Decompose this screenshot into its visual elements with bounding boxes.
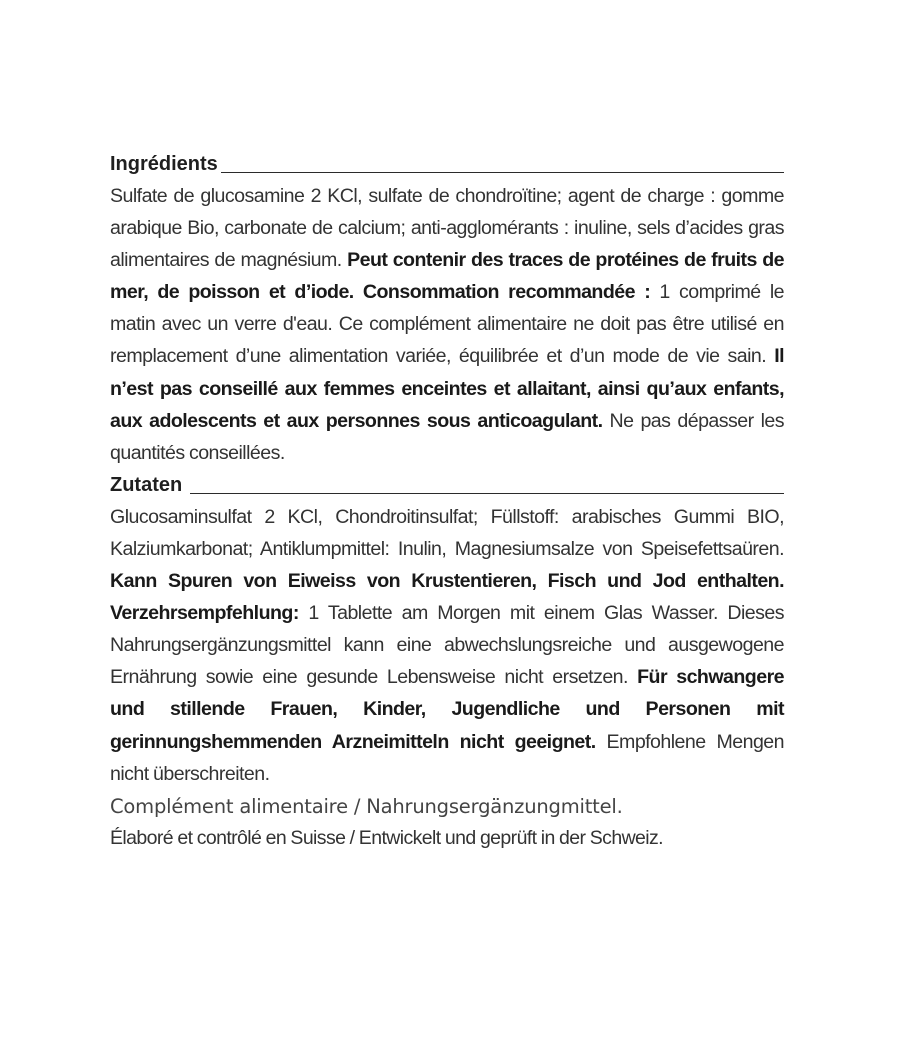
ingredients-heading-de [110,469,784,501]
heading-text: Zutaten [110,473,183,496]
bold-segment: Peut contenir des traces de protéines de fruits de mer, de poisson et d’iode. Consommation recommandée : [110,249,784,304]
text-segment: Empfohlene Mengen nicht überschreiten. [110,730,784,785]
bold-segment: Für schwangere und stillende Frauen, Kinder, Jugendliche und Personen mit gerinnungshemmenden Arzneimitteln nicht geeignet. [110,666,784,753]
ingredients-text-fr [110,180,784,469]
text-segment: 1 comprimé le matin avec un verre d'eau. Ce complément alimentaire ne doit pas être utilisé en remplacement d’une alimentation variée, équilibrée et d’un mode de vie sain. [110,281,784,368]
bold-segment: Il n’est pas conseillé aux femmes enceintes et allaitant, ainsi qu’aux enfants, aux adolescents et aux personnes sous anticoagulant. [110,345,784,432]
product-category: Complément alimentaire / Nahrungsergänzungmittel. [110,794,623,818]
ingredients-text-de [110,501,784,790]
heading-rule [221,172,784,173]
text-segment: Sulfate de glucosamine 2 KCl, sulfate de chondroïtine; agent de charge : gomme arabique Bio, carbonate de calcium; anti-agglomérants : inuline, sels d’acides gras alimentaires de magnésium. [110,185,784,272]
heading-text: Ingrédients [110,153,218,175]
text-segment: 1 Tablette am Morgen mit einem Glas Wasser. Dieses Nahrungsergänzungsmittel kann eine abwechslungsreiche und ausgewogene Ernährung sowie eine gesunde Lebensweise nicht ersetzen. [110,602,784,689]
bold-segment: Kann Spuren von Eiweiss von Krustentieren, Fisch und Jod enthalten. Verzehrsempfehlung: [110,570,784,625]
text-segment: Glucosaminsulfat 2 KCl, Chondroitinsulfat; Füllstoff: arabisches Gummi BIO, Kalziumkarbonat; Antiklumpmittel: Inulin, Magnesiumsalze von Speisefettsaüren. [110,505,784,560]
heading-rule [190,493,784,494]
ingredients-heading-fr [110,148,784,180]
text-segment: Ne pas dépasser les quantités conseillées. [110,409,784,464]
product-label [110,148,784,854]
product-origin: Élaboré et contrôlé en Suisse / Entwickelt und geprüft in der Schweiz. [110,826,663,849]
